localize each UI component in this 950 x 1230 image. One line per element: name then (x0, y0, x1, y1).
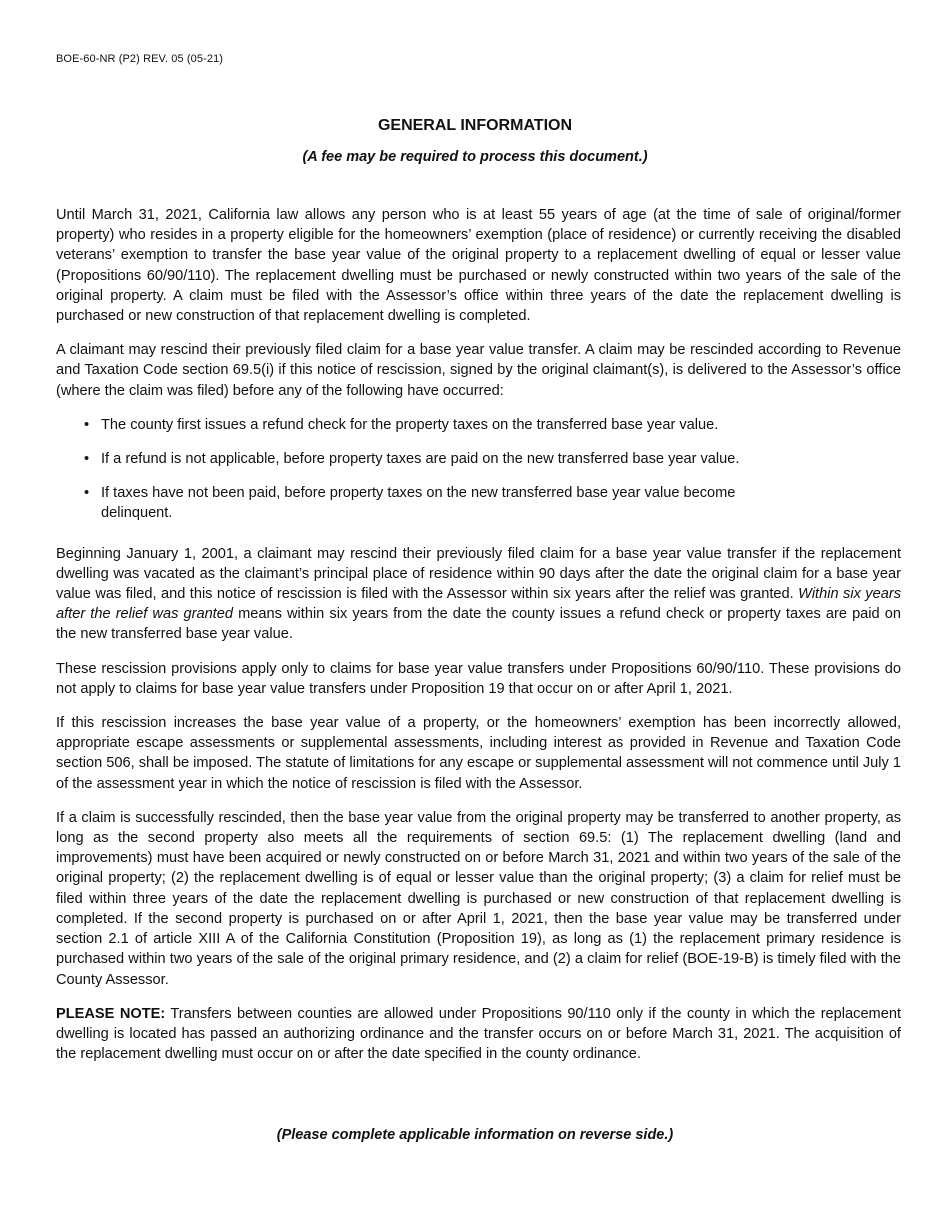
paragraph-text: Beginning January 1, 2001, a claimant may rescind their previously filed claim for a base year value transfer if the replacement dwelling was vacated as the claimant’s principal place of residence within 90 days after the date the original claim for a base year value was filed, and this notice of rescission is filed with the Assessor within six years after the relief was granted. (56, 545, 901, 603)
bullet-icon: • (84, 416, 90, 433)
list-item (56, 483, 901, 523)
list-item (56, 415, 901, 435)
bullet-icon: • (84, 485, 90, 502)
paragraph-eligibility: Until March 31, 2021, California law allows any person who is at least 55 years of age (at the time of sale of original/former property) who resides in a property eligible for the homeowners’ exemption (place of residence) or currently receiving the disabled veterans’ exemption to transfer the base year value of the original property to a replacement dwelling of equal or lesser value (Propositions 60/90/110). The replacement dwelling must be purchased or newly constructed within two years of the sale of the original property. A claim must be filed with the Assessor’s office within three years of the date the replacement dwelling is purchased or new construction of that replacement dwelling is completed. (56, 207, 901, 325)
paragraph-escape-assessments: If this rescission increases the base year value of a property, or the homeowners’ exemption has been incorrectly allowed, appropriate escape assessments or supplemental assessments, including interest as provided in Revenue and Taxation Code section 506, shall be imposed. The statute of limitations for any escape or supplemental assessment will not commence until July 1 of the assessment year in which the notice of rescission is filed with the Assessor. (56, 715, 901, 792)
defined-term: Within six years after the relief was granted (56, 586, 901, 623)
please-note-label: PLEASE NOTE: (56, 1005, 166, 1022)
please-note-text: Transfers between counties are allowed under Propositions 90/110 only if the county in which the replacement dwelling is located has passed an authorizing ordinance and the transfer occurs on or before March 31, 2021. The acquisition of the replacement dwelling must occur on or after the date specified in the county ordinance. (56, 1005, 901, 1063)
list-item-text: The county first issues a refund check for the property taxes on the transferred base year value. (101, 416, 719, 433)
paragraph-proposition-scope: These rescission provisions apply only to claims for base year value transfers under Propositions 60/90/110. These provisions do not apply to claims for base year value transfers under Proposition 19 that occur on or after April 1, 2021. (56, 660, 901, 697)
page-title: GENERAL INFORMATION (377, 117, 573, 134)
paragraph-successful-rescission: If a claim is successfully rescinded, then the base year value from the original property may be transferred to another property, as long as the second property also meets all the requirements of section 69.5: (1) The replacement dwelling (land and improvements) must have been acquired or newly constructed on or before March 31, 2021 and within two years of the sale of the original property; (2) the replacement dwelling is of equal or lesser value than the original property; (3) a claim for relief must be filed within three years of the date the replacement dwelling is purchased or new construction of that replacement dwelling is completed. If the second property is purchased on or after April 1, 2021, then the base year value may be transferred under section 2.1 of article XIII A of the California Constitution (Proposition 19), as long as (1) the replacement primary residence is purchased within two years of the sale of the original primary residence, and (2) a claim for relief (BOE-19-B) is timely filed with the County Assessor. (56, 809, 901, 988)
fee-notice: (A fee may be required to process this document.) (302, 149, 648, 165)
document-body (56, 205, 901, 1078)
paragraph-rescind-claim: A claimant may rescind their previously filed claim for a base year value transfer. A claim may be rescinded according to Revenue and Taxation Code section 69.5(i) if this notice of rescission, signed by the original claimant(s), is delivered to the Assessor’s office (where the claim was filed) before any of the following have occurred: (56, 342, 901, 399)
form-identifier: BOE-60-NR (P2) REV. 05 (05-21) (56, 53, 224, 65)
please-note-paragraph (56, 1004, 901, 1065)
bullet-icon: • (84, 451, 90, 468)
paragraph-vacated-residence (56, 544, 901, 645)
list-item-text: If taxes have not been paid, before property taxes on the new transferred base year value become delinquent. (101, 485, 736, 522)
reverse-side-instruction: (Please complete applicable information on reverse side.) (276, 1127, 674, 1143)
paragraph-text: means within six years from the date the county issues a refund check or property taxes are paid on the new transferred base year value. (56, 606, 901, 643)
list-item (56, 449, 901, 469)
rescission-conditions-list (56, 415, 901, 524)
list-item-text: If a refund is not applicable, before property taxes are paid on the new transferred base year value. (101, 451, 740, 468)
